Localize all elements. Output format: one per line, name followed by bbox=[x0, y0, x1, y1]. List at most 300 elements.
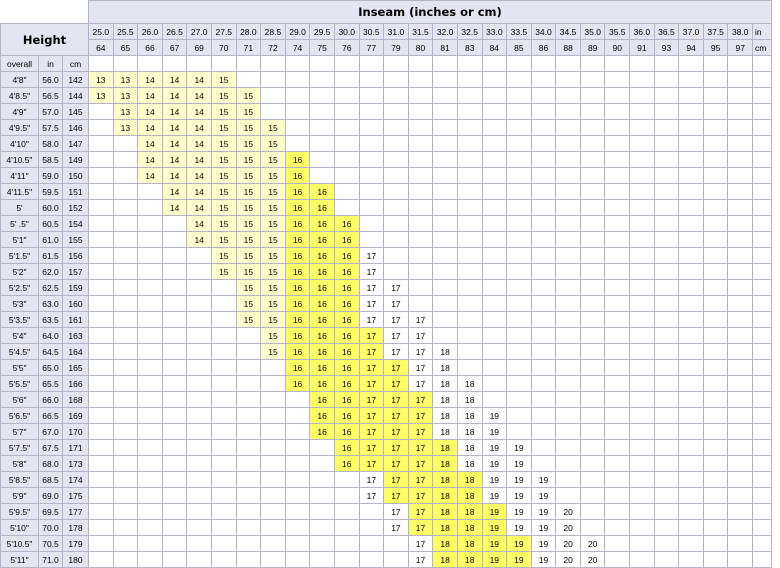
empty-cell bbox=[89, 296, 114, 312]
empty-cell bbox=[753, 152, 772, 168]
size-cell: 17 bbox=[408, 472, 433, 488]
empty-cell bbox=[605, 216, 630, 232]
empty-cell bbox=[285, 120, 310, 136]
empty-cell bbox=[605, 456, 630, 472]
empty-cell bbox=[703, 520, 728, 536]
empty-cell bbox=[162, 504, 187, 520]
empty-cell bbox=[630, 536, 655, 552]
inseam-inch-label: 25.5 bbox=[113, 24, 138, 40]
table-row bbox=[1, 216, 772, 232]
empty-cell bbox=[728, 488, 753, 504]
height-cm: 180 bbox=[63, 552, 89, 568]
empty-cell bbox=[261, 488, 286, 504]
inseam-inch-label: 34.5 bbox=[556, 24, 581, 40]
inseam-cm-label: 69 bbox=[187, 40, 212, 56]
size-cell: 17 bbox=[408, 312, 433, 328]
empty-cell bbox=[556, 440, 581, 456]
empty-cell bbox=[753, 216, 772, 232]
corner-blank bbox=[1, 1, 89, 24]
unit-in-label: in bbox=[753, 24, 772, 40]
empty-cell bbox=[138, 440, 163, 456]
empty-cell bbox=[728, 232, 753, 248]
height-overall: 4'11" bbox=[1, 168, 39, 184]
inseam-cm-label: 72 bbox=[261, 40, 286, 56]
empty-cell bbox=[605, 104, 630, 120]
empty-cell bbox=[211, 504, 236, 520]
inseam-cm-label: 91 bbox=[630, 40, 655, 56]
height-inches: 64.5 bbox=[39, 344, 63, 360]
empty-cell bbox=[138, 344, 163, 360]
empty-cell bbox=[113, 152, 138, 168]
empty-cell bbox=[654, 264, 679, 280]
size-cell: 17 bbox=[408, 344, 433, 360]
size-cell: 15 bbox=[261, 232, 286, 248]
empty-cell bbox=[753, 392, 772, 408]
empty-cell bbox=[89, 392, 114, 408]
empty-cell bbox=[580, 392, 605, 408]
empty-cell bbox=[89, 536, 114, 552]
size-cell: 15 bbox=[236, 264, 261, 280]
empty-cell bbox=[433, 328, 458, 344]
size-cell: 17 bbox=[359, 488, 384, 504]
size-cell: 15 bbox=[236, 280, 261, 296]
table-row bbox=[1, 328, 772, 344]
size-cell: 19 bbox=[507, 504, 532, 520]
empty-cell bbox=[482, 312, 507, 328]
size-cell: 14 bbox=[187, 200, 212, 216]
empty-cell bbox=[507, 200, 532, 216]
size-cell: 16 bbox=[334, 216, 359, 232]
size-cell: 17 bbox=[384, 392, 409, 408]
height-cm: 164 bbox=[63, 344, 89, 360]
empty-cell bbox=[113, 456, 138, 472]
empty-cell bbox=[507, 120, 532, 136]
size-cell: 14 bbox=[138, 104, 163, 120]
size-cell: 19 bbox=[482, 488, 507, 504]
empty-cell bbox=[384, 136, 409, 152]
empty-cell bbox=[138, 424, 163, 440]
empty-cell bbox=[580, 312, 605, 328]
empty-cell bbox=[457, 280, 482, 296]
empty-cell bbox=[113, 360, 138, 376]
empty-cell bbox=[187, 328, 212, 344]
height-overall: 5'8" bbox=[1, 456, 39, 472]
inseam-inch-label: 28.5 bbox=[261, 24, 286, 40]
table-row bbox=[1, 120, 772, 136]
size-cell: 19 bbox=[531, 520, 556, 536]
empty-cell bbox=[113, 552, 138, 568]
empty-cell bbox=[556, 168, 581, 184]
size-cell: 14 bbox=[162, 104, 187, 120]
empty-cell bbox=[482, 280, 507, 296]
empty-cell bbox=[138, 472, 163, 488]
empty-cell bbox=[162, 328, 187, 344]
height-overall: 5'11" bbox=[1, 552, 39, 568]
size-cell: 17 bbox=[408, 392, 433, 408]
size-cell: 15 bbox=[211, 232, 236, 248]
size-cell: 16 bbox=[310, 296, 335, 312]
size-cell: 14 bbox=[138, 88, 163, 104]
empty-cell bbox=[630, 488, 655, 504]
empty-cell bbox=[285, 104, 310, 120]
size-cell: 17 bbox=[384, 504, 409, 520]
size-cell: 15 bbox=[261, 184, 286, 200]
empty-cell bbox=[138, 280, 163, 296]
empty-cell bbox=[507, 312, 532, 328]
table-row bbox=[1, 200, 772, 216]
empty-cell bbox=[384, 152, 409, 168]
empty-cell bbox=[630, 248, 655, 264]
empty-cell bbox=[359, 536, 384, 552]
size-cell: 19 bbox=[507, 520, 532, 536]
empty-cell bbox=[162, 536, 187, 552]
empty-cell bbox=[433, 104, 458, 120]
empty-cell bbox=[162, 424, 187, 440]
size-cell: 15 bbox=[236, 168, 261, 184]
empty-cell bbox=[162, 552, 187, 568]
size-cell: 16 bbox=[310, 184, 335, 200]
size-cell: 17 bbox=[408, 408, 433, 424]
size-cell: 14 bbox=[187, 184, 212, 200]
empty-cell bbox=[654, 408, 679, 424]
empty-cell bbox=[605, 376, 630, 392]
size-cell: 15 bbox=[211, 72, 236, 88]
empty-cell bbox=[310, 456, 335, 472]
table-row bbox=[1, 376, 772, 392]
empty-cell bbox=[433, 216, 458, 232]
height-inches: 67.0 bbox=[39, 424, 63, 440]
height-cm: 163 bbox=[63, 328, 89, 344]
inseam-inch-label: 31.5 bbox=[408, 24, 433, 40]
size-cell: 15 bbox=[261, 216, 286, 232]
empty-cell bbox=[285, 504, 310, 520]
empty-header-cell bbox=[679, 56, 704, 72]
empty-cell bbox=[654, 248, 679, 264]
empty-cell bbox=[211, 552, 236, 568]
empty-cell bbox=[384, 168, 409, 184]
empty-cell bbox=[654, 152, 679, 168]
size-cell: 19 bbox=[482, 472, 507, 488]
empty-header-cell bbox=[89, 56, 114, 72]
height-overall: 5'4" bbox=[1, 328, 39, 344]
empty-cell bbox=[113, 536, 138, 552]
empty-cell bbox=[285, 136, 310, 152]
empty-cell bbox=[359, 552, 384, 568]
empty-cell bbox=[310, 168, 335, 184]
empty-cell bbox=[630, 376, 655, 392]
empty-cell bbox=[138, 264, 163, 280]
empty-cell bbox=[728, 328, 753, 344]
empty-header-cell bbox=[113, 56, 138, 72]
size-cell: 17 bbox=[384, 472, 409, 488]
empty-cell bbox=[285, 72, 310, 88]
empty-cell bbox=[211, 328, 236, 344]
size-cell: 18 bbox=[457, 520, 482, 536]
empty-cell bbox=[556, 408, 581, 424]
empty-cell bbox=[507, 152, 532, 168]
empty-cell bbox=[531, 376, 556, 392]
empty-cell bbox=[728, 72, 753, 88]
empty-cell bbox=[703, 136, 728, 152]
height-overall: 4'8" bbox=[1, 72, 39, 88]
size-cell: 18 bbox=[457, 472, 482, 488]
empty-cell bbox=[703, 344, 728, 360]
empty-cell bbox=[261, 552, 286, 568]
empty-cell bbox=[384, 552, 409, 568]
column-label-cm: cm bbox=[63, 56, 89, 72]
empty-cell bbox=[703, 72, 728, 88]
empty-cell bbox=[457, 296, 482, 312]
height-cm: 146 bbox=[63, 120, 89, 136]
empty-cell bbox=[310, 536, 335, 552]
size-cell: 18 bbox=[433, 552, 458, 568]
table-row bbox=[1, 520, 772, 536]
empty-cell bbox=[556, 392, 581, 408]
empty-cell bbox=[236, 344, 261, 360]
empty-cell bbox=[433, 72, 458, 88]
size-cell: 18 bbox=[457, 424, 482, 440]
empty-cell bbox=[580, 504, 605, 520]
empty-cell bbox=[113, 200, 138, 216]
empty-cell bbox=[531, 360, 556, 376]
empty-cell bbox=[261, 504, 286, 520]
size-cell: 14 bbox=[162, 152, 187, 168]
size-cell: 16 bbox=[285, 296, 310, 312]
empty-cell bbox=[113, 520, 138, 536]
height-cm: 174 bbox=[63, 472, 89, 488]
empty-cell bbox=[703, 504, 728, 520]
empty-cell bbox=[580, 360, 605, 376]
inseam-inch-label: 32.5 bbox=[457, 24, 482, 40]
empty-cell bbox=[507, 168, 532, 184]
empty-cell bbox=[531, 392, 556, 408]
empty-cell bbox=[113, 280, 138, 296]
empty-cell bbox=[580, 72, 605, 88]
size-cell: 15 bbox=[211, 264, 236, 280]
inseam-cm-label: 81 bbox=[433, 40, 458, 56]
empty-cell bbox=[679, 360, 704, 376]
empty-cell bbox=[89, 216, 114, 232]
empty-cell bbox=[138, 408, 163, 424]
empty-cell bbox=[162, 248, 187, 264]
height-cm: 179 bbox=[63, 536, 89, 552]
inseam-cm-label: 83 bbox=[457, 40, 482, 56]
empty-cell bbox=[482, 104, 507, 120]
size-cell: 17 bbox=[408, 504, 433, 520]
empty-cell bbox=[630, 408, 655, 424]
empty-cell bbox=[703, 216, 728, 232]
empty-cell bbox=[703, 296, 728, 312]
empty-cell bbox=[408, 296, 433, 312]
empty-cell bbox=[138, 536, 163, 552]
size-cell: 19 bbox=[482, 408, 507, 424]
height-inches: 58.0 bbox=[39, 136, 63, 152]
empty-cell bbox=[654, 120, 679, 136]
empty-cell bbox=[654, 504, 679, 520]
size-cell: 16 bbox=[334, 392, 359, 408]
empty-cell bbox=[334, 536, 359, 552]
empty-cell bbox=[531, 456, 556, 472]
empty-cell bbox=[113, 344, 138, 360]
empty-cell bbox=[531, 104, 556, 120]
empty-cell bbox=[703, 472, 728, 488]
empty-cell bbox=[285, 520, 310, 536]
empty-cell bbox=[236, 72, 261, 88]
table-row bbox=[1, 344, 772, 360]
empty-header-cell bbox=[433, 56, 458, 72]
empty-cell bbox=[334, 552, 359, 568]
empty-cell bbox=[630, 520, 655, 536]
size-cell: 18 bbox=[433, 344, 458, 360]
size-cell: 19 bbox=[507, 472, 532, 488]
empty-cell bbox=[138, 232, 163, 248]
empty-cell bbox=[507, 424, 532, 440]
empty-header-cell bbox=[236, 56, 261, 72]
empty-cell bbox=[654, 440, 679, 456]
empty-cell bbox=[162, 344, 187, 360]
empty-cell bbox=[556, 264, 581, 280]
empty-cell bbox=[728, 136, 753, 152]
empty-cell bbox=[728, 552, 753, 568]
height-overall: 5'9.5" bbox=[1, 504, 39, 520]
empty-cell bbox=[187, 392, 212, 408]
size-cell: 16 bbox=[285, 280, 310, 296]
inseam-cm-label: 75 bbox=[310, 40, 335, 56]
empty-cell bbox=[679, 120, 704, 136]
empty-cell bbox=[261, 536, 286, 552]
size-cell: 18 bbox=[433, 536, 458, 552]
empty-cell bbox=[507, 216, 532, 232]
empty-cell bbox=[531, 88, 556, 104]
size-cell: 15 bbox=[261, 280, 286, 296]
table-row bbox=[1, 552, 772, 568]
empty-header-cell bbox=[384, 56, 409, 72]
size-cell: 15 bbox=[261, 200, 286, 216]
empty-header-cell bbox=[138, 56, 163, 72]
empty-header-cell bbox=[211, 56, 236, 72]
size-cell: 16 bbox=[285, 152, 310, 168]
empty-cell bbox=[236, 456, 261, 472]
size-cell: 18 bbox=[433, 360, 458, 376]
size-cell: 19 bbox=[482, 552, 507, 568]
height-overall: 5'3.5" bbox=[1, 312, 39, 328]
size-cell: 19 bbox=[531, 488, 556, 504]
empty-cell bbox=[630, 344, 655, 360]
empty-cell bbox=[89, 184, 114, 200]
empty-cell bbox=[162, 360, 187, 376]
empty-cell bbox=[531, 408, 556, 424]
empty-cell bbox=[187, 344, 212, 360]
empty-cell bbox=[703, 552, 728, 568]
empty-cell bbox=[630, 72, 655, 88]
empty-cell bbox=[138, 248, 163, 264]
size-cell: 15 bbox=[211, 136, 236, 152]
size-cell: 16 bbox=[285, 168, 310, 184]
empty-cell bbox=[531, 328, 556, 344]
size-cell: 16 bbox=[334, 280, 359, 296]
size-cell: 17 bbox=[408, 536, 433, 552]
empty-cell bbox=[531, 248, 556, 264]
empty-cell bbox=[753, 504, 772, 520]
empty-cell bbox=[433, 264, 458, 280]
size-cell: 14 bbox=[187, 216, 212, 232]
empty-cell bbox=[310, 88, 335, 104]
empty-cell bbox=[113, 248, 138, 264]
size-cell: 18 bbox=[457, 440, 482, 456]
empty-cell bbox=[89, 552, 114, 568]
size-cell: 15 bbox=[261, 296, 286, 312]
empty-cell bbox=[236, 520, 261, 536]
empty-cell bbox=[630, 424, 655, 440]
size-cell: 17 bbox=[359, 360, 384, 376]
size-cell: 17 bbox=[384, 360, 409, 376]
table-row bbox=[1, 88, 772, 104]
empty-cell bbox=[580, 200, 605, 216]
inseam-cm-label: 84 bbox=[482, 40, 507, 56]
size-cell: 18 bbox=[433, 456, 458, 472]
empty-cell bbox=[162, 312, 187, 328]
empty-cell bbox=[482, 168, 507, 184]
height-inches: 61.5 bbox=[39, 248, 63, 264]
empty-cell bbox=[654, 232, 679, 248]
empty-cell bbox=[753, 120, 772, 136]
height-cm: 165 bbox=[63, 360, 89, 376]
empty-cell bbox=[211, 360, 236, 376]
empty-cell bbox=[630, 184, 655, 200]
size-cell: 15 bbox=[211, 120, 236, 136]
empty-cell bbox=[162, 440, 187, 456]
empty-cell bbox=[482, 248, 507, 264]
empty-cell bbox=[753, 312, 772, 328]
inseam-cm-label: 88 bbox=[556, 40, 581, 56]
table-row bbox=[1, 232, 772, 248]
empty-cell bbox=[753, 88, 772, 104]
height-overall: 5'6.5" bbox=[1, 408, 39, 424]
empty-cell bbox=[654, 280, 679, 296]
size-cell: 15 bbox=[261, 344, 286, 360]
empty-cell bbox=[507, 344, 532, 360]
empty-cell bbox=[531, 344, 556, 360]
height-cm: 145 bbox=[63, 104, 89, 120]
empty-cell bbox=[89, 424, 114, 440]
empty-cell bbox=[703, 280, 728, 296]
size-cell: 15 bbox=[236, 200, 261, 216]
unit-cm-label: cm bbox=[753, 40, 772, 56]
empty-cell bbox=[580, 488, 605, 504]
empty-cell bbox=[89, 200, 114, 216]
empty-cell bbox=[113, 136, 138, 152]
empty-cell bbox=[482, 360, 507, 376]
size-cell: 19 bbox=[482, 440, 507, 456]
size-cell: 15 bbox=[261, 168, 286, 184]
empty-cell bbox=[605, 232, 630, 248]
height-inches: 56.5 bbox=[39, 88, 63, 104]
empty-cell bbox=[605, 440, 630, 456]
empty-cell bbox=[187, 264, 212, 280]
empty-cell bbox=[728, 408, 753, 424]
size-cell: 16 bbox=[310, 392, 335, 408]
empty-cell bbox=[113, 440, 138, 456]
empty-cell bbox=[236, 424, 261, 440]
empty-cell bbox=[630, 264, 655, 280]
empty-cell bbox=[507, 376, 532, 392]
inseam-inch-label: 33.5 bbox=[507, 24, 532, 40]
size-cell: 13 bbox=[113, 72, 138, 88]
empty-cell bbox=[384, 72, 409, 88]
size-cell: 17 bbox=[408, 424, 433, 440]
empty-cell bbox=[359, 152, 384, 168]
empty-cell bbox=[457, 328, 482, 344]
